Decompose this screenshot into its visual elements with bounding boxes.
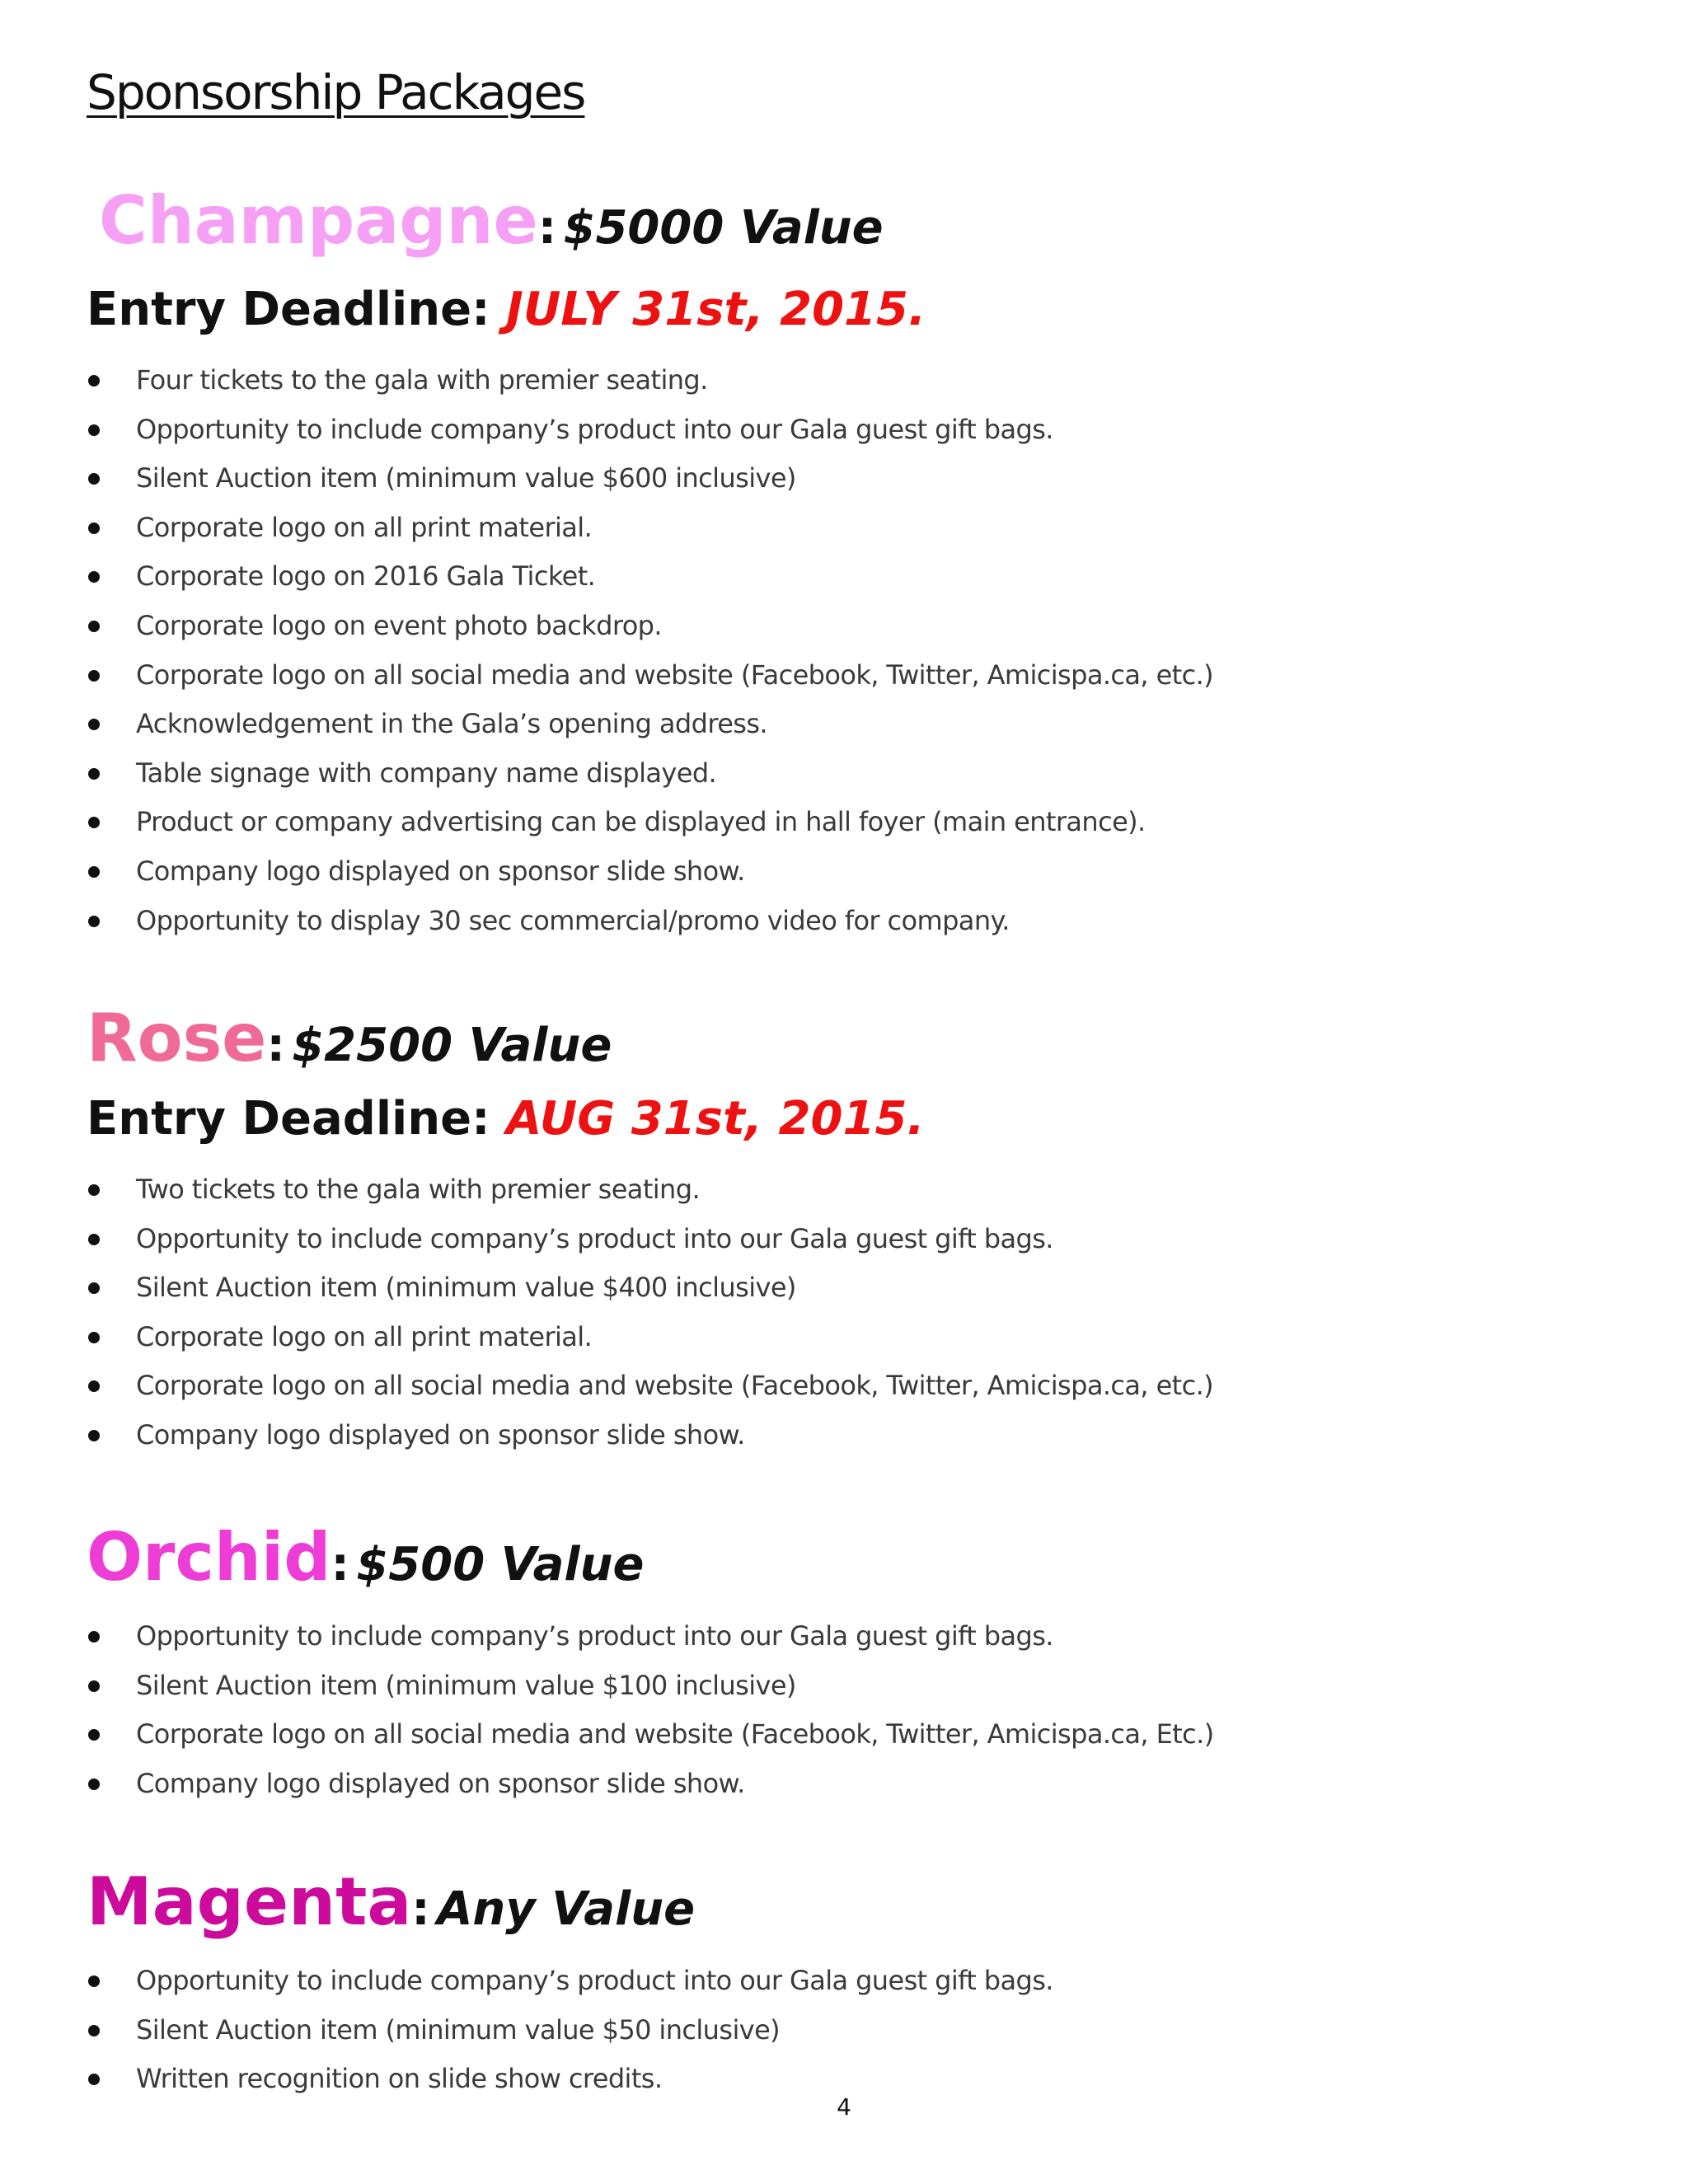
benefit-text: Silent Auction item (minimum value $600 inclusive): [136, 462, 796, 494]
bullet-icon: [88, 1680, 100, 1692]
benefit-item: [87, 405, 1570, 455]
benefit-text: Corporate logo on event photo backdrop.: [136, 609, 662, 641]
benefit-item: [87, 356, 1570, 405]
benefit-item: [87, 1411, 1570, 1460]
tier-value: $2500 Value: [292, 1019, 612, 1072]
package-champagne-details: [87, 283, 1570, 945]
entry-deadline: [87, 283, 1570, 336]
bullet-icon: [88, 1779, 100, 1790]
benefit-text: Opportunity to include company’s product into our Gala guest gift bags.: [136, 1620, 1053, 1652]
benefit-item: [87, 1313, 1570, 1362]
bullet-icon: [88, 817, 100, 828]
bullet-icon: [88, 424, 100, 436]
benefit-item: [87, 1215, 1570, 1264]
heading-colon: :: [266, 1019, 285, 1072]
package-orchid: [87, 1519, 1570, 1808]
benefit-text: Opportunity to include company’s product into our Gala guest gift bags.: [136, 1222, 1053, 1254]
benefit-item: [87, 749, 1570, 799]
tier-value: $500 Value: [356, 1538, 645, 1591]
benefit-text: Corporate logo on 2016 Gala Ticket.: [136, 560, 596, 593]
benefit-item: [87, 847, 1570, 897]
benefit-item: [87, 700, 1570, 749]
benefit-text: Opportunity to display 30 sec commercial/promo video for company.: [136, 904, 1010, 936]
tier-name: Magenta: [87, 1863, 412, 1940]
bullet-icon: [88, 1380, 100, 1392]
tier-name: Champagne: [99, 182, 538, 259]
benefit-item: [87, 552, 1570, 602]
bullet-icon: [88, 1430, 100, 1441]
heading-colon: :: [331, 1538, 349, 1591]
tier-value: Any Value: [437, 1882, 696, 1936]
package-heading: [87, 1519, 1570, 1596]
bullet-icon: [88, 2025, 100, 2036]
tier-name: Orchid: [87, 1519, 331, 1596]
bullet-icon: [88, 719, 100, 730]
benefit-text: Silent Auction item (minimum value $100 inclusive): [136, 1669, 796, 1701]
benefit-text: Company logo displayed on sponsor slide show.: [136, 855, 745, 887]
benefit-item: [87, 651, 1570, 701]
benefit-item: [87, 1165, 1570, 1215]
bullet-icon: [88, 1184, 100, 1196]
package-magenta: [87, 1863, 1570, 2104]
benefit-text: Two tickets to the gala with premier seating.: [136, 1174, 701, 1205]
benefit-text: Acknowledgement in the Gala’s opening address.: [136, 708, 767, 740]
benefit-item: [87, 1612, 1570, 1661]
bullet-icon: [88, 1729, 100, 1741]
package-heading: [87, 1863, 1570, 1940]
benefit-item: [87, 1957, 1570, 2006]
bullet-icon: [88, 768, 100, 780]
benefit-text: Silent Auction item (minimum value $50 inclusive): [136, 2013, 781, 2046]
benefit-item: [87, 1361, 1570, 1411]
page-title: Sponsorship Packages: [87, 64, 585, 120]
package-heading: [99, 182, 1582, 259]
tier-name: Rose: [87, 1000, 267, 1076]
bullet-icon: [88, 1631, 100, 1643]
benefit-item: [87, 1263, 1570, 1313]
benefit-text: Corporate logo on all social media and website (Facebook, Twitter, Amicispa.ca, etc.): [136, 1370, 1214, 1402]
benefit-item: [87, 602, 1570, 651]
benefit-text: Corporate logo on all social media and website (Facebook, Twitter, Amicispa.ca, etc.): [136, 658, 1214, 691]
package-rose: [87, 1000, 1570, 1460]
bullet-icon: [88, 866, 100, 878]
benefit-text: Written recognition on slide show credits.: [136, 2063, 663, 2095]
heading-colon: :: [411, 1882, 430, 1936]
deadline-date: AUG 31st, 2015.: [505, 1092, 925, 1146]
bullet-icon: [88, 473, 100, 485]
benefit-text: Company logo displayed on sponsor slide show.: [136, 1767, 745, 1799]
deadline-label: Entry Deadline:: [87, 283, 506, 336]
benefit-text: Table signage with company name displayed.: [136, 757, 717, 789]
bullet-icon: [88, 375, 100, 387]
deadline-date: JULY 31st, 2015.: [505, 283, 926, 336]
benefit-text: Four tickets to the gala with premier seating.: [136, 364, 708, 396]
benefit-text: Silent Auction item (minimum value $400 inclusive): [136, 1272, 796, 1304]
bullet-icon: [88, 523, 100, 534]
benefit-list: [87, 356, 1570, 945]
benefit-item: [87, 1760, 1570, 1809]
bullet-icon: [88, 2074, 100, 2085]
bullet-icon: [88, 621, 100, 632]
bullet-icon: [88, 916, 100, 927]
bullet-icon: [88, 1975, 100, 1987]
bullet-icon: [88, 571, 100, 583]
heading-colon: :: [537, 201, 557, 255]
benefit-item: [87, 798, 1570, 847]
benefit-item: [87, 454, 1570, 504]
tier-value: $5000 Value: [563, 201, 884, 255]
benefit-text: Company logo displayed on sponsor slide show.: [136, 1418, 745, 1451]
benefit-list: [87, 1612, 1570, 1808]
benefit-text: Corporate logo on all print material.: [136, 1320, 593, 1352]
benefit-text: Opportunity to include company’s product into our Gala guest gift bags.: [136, 413, 1053, 445]
benefit-text: Corporate logo on all social media and website (Facebook, Twitter, Amicispa.ca, Etc.): [136, 1718, 1214, 1750]
package-heading: [87, 1000, 1570, 1076]
benefit-item: [87, 504, 1570, 553]
entry-deadline: [87, 1092, 1570, 1146]
benefit-list: [87, 1957, 1570, 2104]
bullet-icon: [88, 1282, 100, 1294]
bullet-icon: [88, 1332, 100, 1343]
benefit-item: [87, 897, 1570, 946]
benefit-list: [87, 1165, 1570, 1460]
bullet-icon: [88, 670, 100, 682]
benefit-text: Corporate logo on all print material.: [136, 511, 593, 543]
bullet-icon: [88, 1234, 100, 1245]
deadline-label: Entry Deadline:: [87, 1092, 506, 1146]
benefit-item: [87, 1710, 1570, 1760]
package-champagne: [99, 182, 1582, 259]
benefit-item: [87, 1661, 1570, 1711]
page-number: 4: [837, 2093, 851, 2121]
benefit-text: Opportunity to include company’s product into our Gala guest gift bags.: [136, 1965, 1053, 1996]
benefit-item: [87, 2006, 1570, 2055]
benefit-text: Product or company advertising can be displayed in hall foyer (main entrance).: [136, 806, 1146, 838]
